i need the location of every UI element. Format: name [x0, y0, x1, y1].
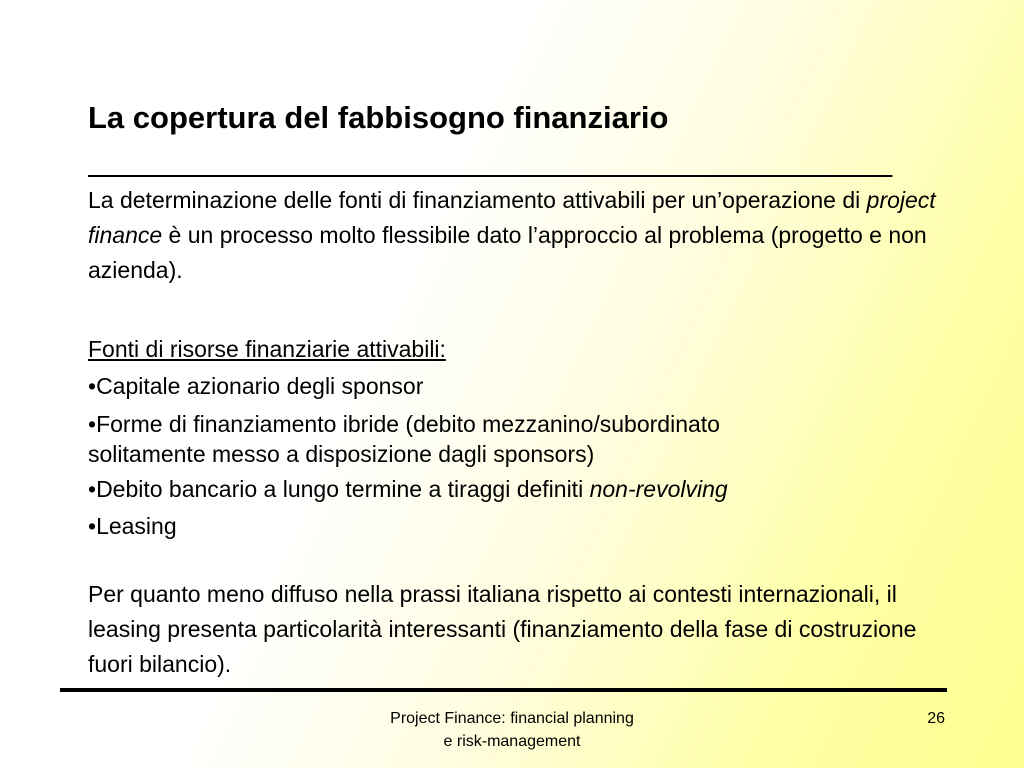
footer-line1: Project Finance: financial planning	[390, 710, 634, 727]
bullet-marker: •	[88, 476, 97, 502]
list-item	[88, 369, 948, 404]
bullet-marker: •	[88, 373, 97, 399]
page-number: 26	[927, 710, 945, 727]
bullet-marker: •	[88, 411, 97, 437]
sources-list	[88, 332, 948, 544]
bullet-marker: •	[88, 513, 97, 539]
intro-paragraph	[88, 183, 948, 288]
item-debito-italic: non-revolving	[589, 476, 728, 502]
intro-text-italic: project finance	[88, 187, 936, 248]
footer-line2: e risk-management	[443, 733, 581, 750]
list-item	[88, 409, 948, 469]
item-capitale: Capitale azionario degli sponsor	[96, 373, 424, 399]
sources-heading: Fonti di risorse finanziarie attivabili:	[88, 336, 446, 362]
item-ibride-line2: solitamente messo a disposizione dagli sponsors)	[88, 441, 595, 467]
item-leasing: Leasing	[96, 513, 177, 539]
intro-text-part1: La determinazione delle fonti di finanziamento attivabili per un’operazione di	[88, 187, 867, 213]
outro-paragraph: Per quanto meno diffuso nella prassi italiana rispetto ai contesti internazionali, il leasing presenta particolarità interessanti (finanziamento della fase di costruzione fuori bilancio).	[88, 581, 917, 677]
footer-divider	[60, 688, 947, 692]
slide-title: La copertura del fabbisogno finanziario	[88, 100, 669, 135]
list-item	[88, 509, 948, 544]
footer-caption	[324, 707, 700, 753]
item-debito-text: Debito bancario a lungo termine a tiraggi definiti	[96, 476, 590, 502]
item-ibride-line1: Forme di finanziamento ibride (debito mezzanino/subordinato	[96, 411, 720, 437]
intro-text-part2: è un processo molto flessibile dato l’approccio al problema (progetto e non azienda).	[88, 222, 927, 283]
title-underline-rule: ________________________________________________	[88, 143, 892, 178]
list-item	[88, 472, 948, 507]
